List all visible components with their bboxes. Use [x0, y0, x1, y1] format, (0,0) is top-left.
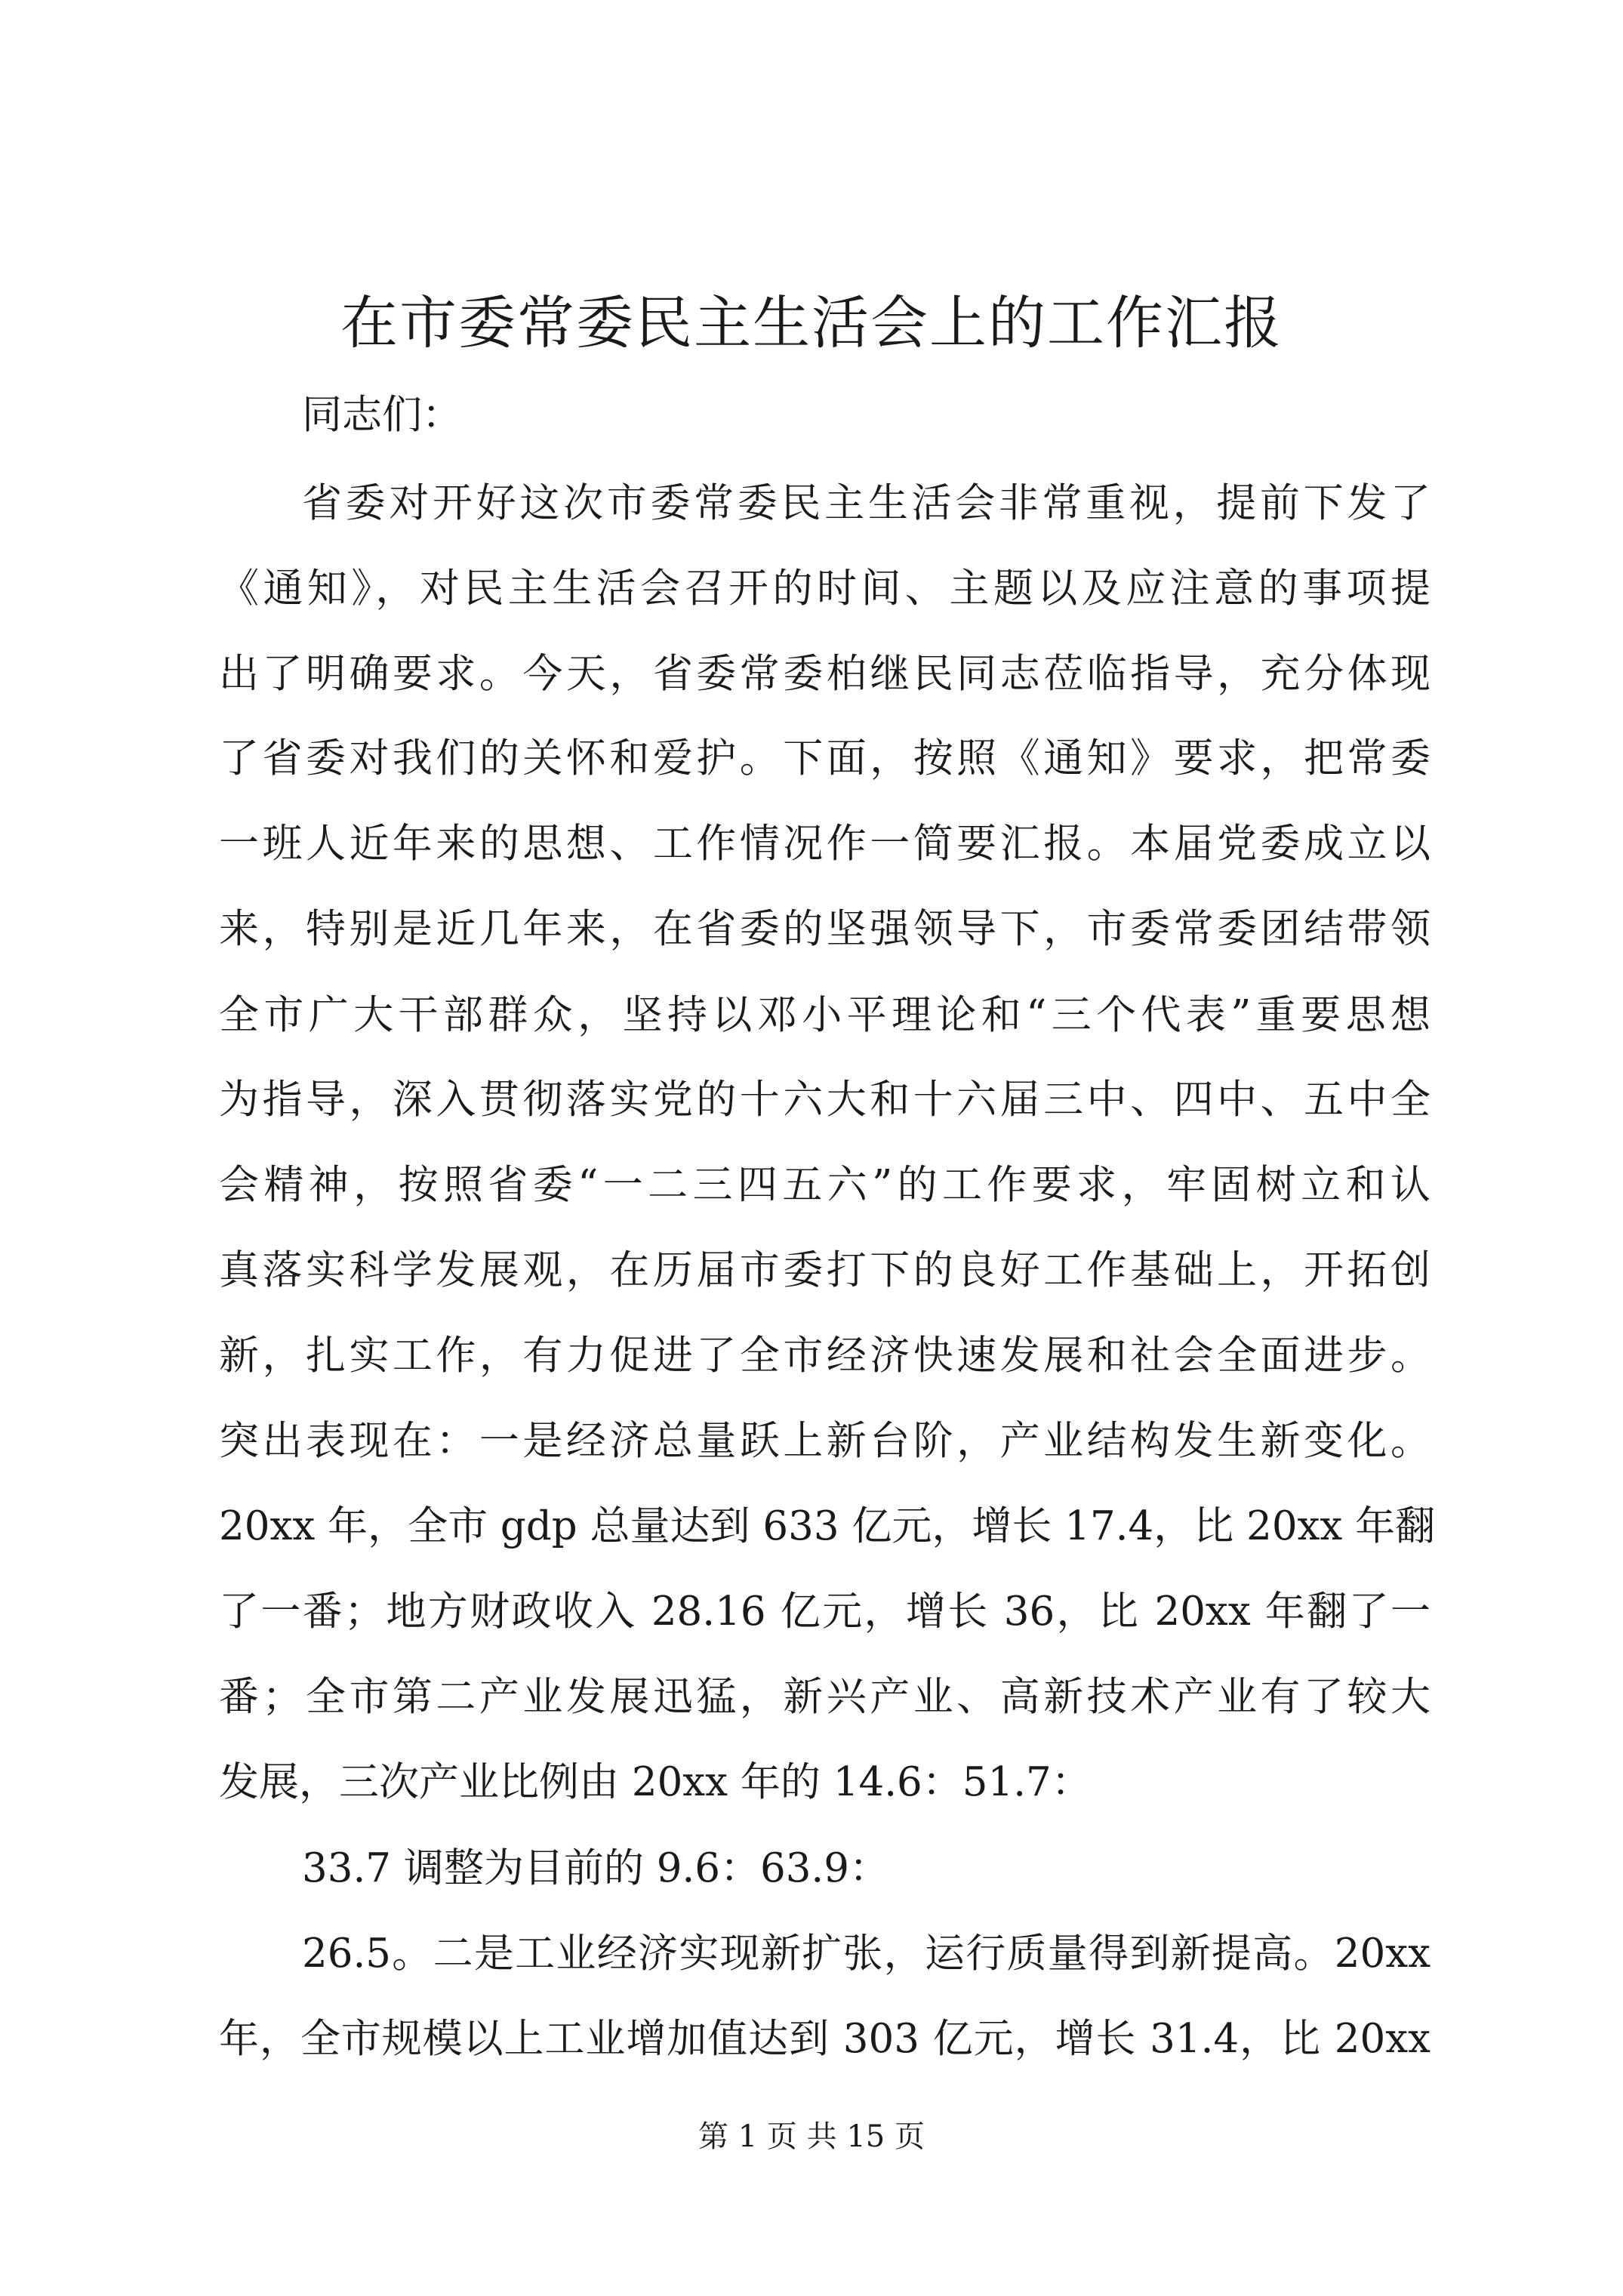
salutation: 同志们：: [302, 392, 462, 438]
body-line: 番；全市第二产业发展迅猛，新兴产业、高新技术产业有了较大: [219, 1674, 1431, 1720]
body-line: 出了明确要求。今天，省委常委柏继民同志莅临指导，充分体现: [219, 651, 1431, 697]
body-line: 全市广大干部群众，坚持以邓小平理论和“三个代表”重要思想: [219, 992, 1431, 1038]
body-line: 发展，三次产业比例由 20xx 年的 14.6：51.7：: [219, 1759, 1092, 1805]
body-line: 突出表现在：一是经济总量跃上新台阶，产业结构发生新变化。: [219, 1418, 1431, 1464]
paragraph-2: 33.7 调整为目前的 9.6：63.9：: [302, 1845, 889, 1891]
page-footer: 第 1 页 共 15 页: [698, 2119, 925, 2154]
body-line: 《通知》，对民主生活会召开的时间、主题以及应注意的事项提: [219, 566, 1431, 612]
body-line: 省委对开好这次市委常委民主生活会非常重视，提前下发了: [302, 480, 1431, 526]
body-line: 新，扎实工作，有力促进了全市经济快速发展和社会全面进步。: [219, 1333, 1431, 1379]
body-line: 20xx 年，全市 gdp 总量达到 633 亿元，增长 17.4，比 20xx 年翻: [219, 1503, 1436, 1549]
paragraph-3-line: 26.5。二是工业经济实现新扩张，运行质量得到新提高。20xx: [302, 1931, 1431, 1977]
body-line: 来，特别是近几年来，在省委的坚强领导下，市委常委团结带领: [219, 906, 1431, 952]
paragraph-3-line: 年，全市规模以上工业增加值达到 303 亿元，增长 31.4，比 20xx: [219, 2016, 1431, 2062]
body-line: 一班人近年来的思想、工作情况作一简要汇报。本届党委成立以: [219, 821, 1431, 867]
body-line: 为指导，深入贯彻落实党的十六大和十六届三中、四中、五中全: [219, 1077, 1431, 1123]
body-line: 了一番；地方财政收入 28.16 亿元，增长 36，比 20xx 年翻了一: [219, 1589, 1431, 1635]
body-line: 会精神，按照省委“一二三四五六”的工作要求，牢固树立和认: [219, 1162, 1431, 1208]
body-line: 了省委对我们的关怀和爱护。下面，按照《通知》要求，把常委: [219, 735, 1431, 781]
document-title: 在市委常委民主生活会上的工作汇报: [340, 289, 1283, 356]
body-line: 真落实科学发展观，在历届市委打下的良好工作基础上，开拓创: [219, 1247, 1431, 1293]
